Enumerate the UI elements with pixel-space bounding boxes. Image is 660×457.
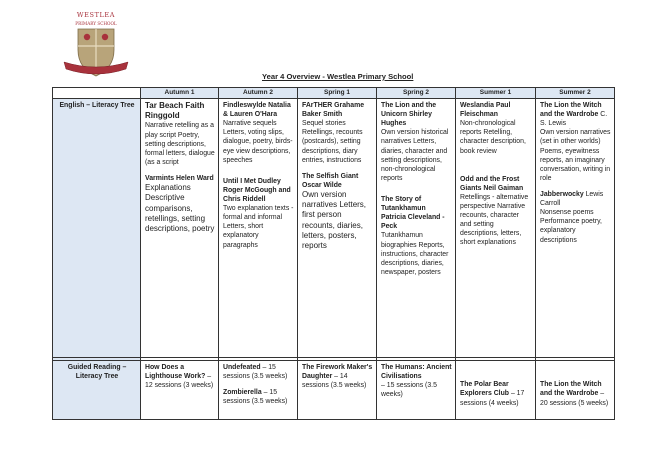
book-title: The Humans: Ancient Civilisations xyxy=(381,364,452,381)
school-logo xyxy=(56,6,136,81)
book-outcomes: Retellings - alternative perspective Narrative recounts, character and setting descriptions, letters, short explanations xyxy=(460,193,529,247)
row-label-guided-reading: Guided Reading – Literacy Tree xyxy=(53,361,141,420)
book-title: The Polar Bear Explorers Club xyxy=(460,381,510,398)
book-outcomes: Explanations Descriptive comparisons, retellings, setting descriptions, poetry xyxy=(145,183,215,234)
book-title: Weslandia Paul Fleischman xyxy=(460,102,511,119)
session-count: – 14 sessions (3.5 weeks) xyxy=(302,373,367,390)
book-outcomes: Narrative retelling as a play script Poetry, setting descriptions, formal letters, dialogue (as a script xyxy=(145,122,215,166)
book-outcomes: Nonsense poems Performance poetry, explanatory descriptions xyxy=(540,209,602,244)
book-outcomes: Narrative sequels Letters, voting slips, dialogue, poetry, birds-eye view descriptions, speeches xyxy=(223,120,293,164)
session-count: – 15 sessions (3.5 weeks) xyxy=(381,382,437,399)
book-title: How Does a Lighthouse Work? xyxy=(145,364,206,381)
session-count: – 15 sessions (3.5 weeks) xyxy=(223,389,288,406)
cell-literacy-autumn-2 xyxy=(219,99,298,358)
header-spring-2: Spring 2 xyxy=(377,88,456,99)
book-outcomes: Tutankhamun biographies Reports, instructions, character descriptions, diaries, newspaper, posters xyxy=(381,232,449,276)
page-title: Year 4 Overview - Westlea Primary School xyxy=(262,72,414,81)
header-corner xyxy=(53,88,141,99)
cell-literacy-autumn-1 xyxy=(141,99,219,358)
row-label-literacy: English – Literacy Tree xyxy=(53,99,141,358)
session-count: – 17 sessions (4 weeks) xyxy=(460,390,525,407)
book-title: Findleswylde Natalia & Lauren O'Hara xyxy=(223,102,291,119)
book-author: C. S. Lewis xyxy=(540,111,608,128)
guided-reading-row xyxy=(53,361,615,420)
logo-name: WESTLEA xyxy=(76,11,116,19)
cell-guided-spring-1 xyxy=(298,361,377,420)
cell-guided-summer-2 xyxy=(536,361,615,420)
cell-literacy-spring-1 xyxy=(298,99,377,358)
book-title: Varmints Helen Ward xyxy=(145,175,214,183)
book-heading xyxy=(540,190,611,208)
book-title: The Firework Maker's Daughter xyxy=(302,364,373,381)
book-outcomes: Non-chronological reports Retelling, character description, book review xyxy=(460,120,526,155)
book-title: The Selfish Giant Oscar Wilde xyxy=(302,172,359,189)
book-heading xyxy=(540,101,611,128)
book-title: Jabberwocky xyxy=(540,190,584,198)
literacy-row xyxy=(53,99,615,358)
cell-guided-autumn-1 xyxy=(141,361,219,420)
book-outcomes: Own version narratives (set in other worlds) Poems, eyewitness reports, an imaginary conversation, writing in role xyxy=(540,129,611,182)
header-autumn-1: Autumn 1 xyxy=(141,88,219,99)
cell-guided-spring-2 xyxy=(377,361,456,420)
cell-guided-autumn-2 xyxy=(219,361,298,420)
header-summer-2: Summer 2 xyxy=(536,88,615,99)
book-title: The Lion the Witch and the Wardrobe xyxy=(540,102,602,119)
book-title: FArTHER Grahame Baker Smith xyxy=(302,102,365,119)
header-summer-1: Summer 1 xyxy=(456,88,536,99)
header-autumn-2: Autumn 2 xyxy=(219,88,298,99)
year-overview-table xyxy=(52,87,615,420)
book-outcomes: Own version narratives Letters, first person recounts, diaries, letters, posters, reports xyxy=(302,189,367,251)
book-title: Until I Met Dudley Roger McGough and Chris Riddell xyxy=(223,177,291,203)
book-title: The Lion and the Unicorn Shirley Hughes xyxy=(381,102,437,128)
logo-subtitle: PRIMARY SCHOOL xyxy=(75,21,117,26)
session-count: – 15 sessions (3.5 weeks) xyxy=(223,364,288,381)
book-outcomes: Sequel stories Retellings, recounts (postcards), setting descriptions, diary entries, instructions xyxy=(302,120,363,164)
book-title: The Story of Tutankhamun Patricia Cleveland - Peck xyxy=(381,195,445,231)
book-outcomes: Two explanation texts - formal and informal Letters, short explanatory paragraphs xyxy=(223,205,294,249)
session-count: – 12 sessions (3 weeks) xyxy=(145,373,214,390)
session-count: – 20 sessions (5 weeks) xyxy=(540,390,609,407)
book-title: Odd and the Frost Giants Neil Gaiman xyxy=(460,175,524,192)
book-outcomes: Own version historical narratives Letters, diaries, character and setting descriptions, non-chronological reports xyxy=(381,129,449,182)
cell-literacy-summer-1 xyxy=(456,99,536,358)
book-title: Tar Beach Faith Ringgold xyxy=(145,101,205,121)
book-title: The Lion the Witch and the Wardrobe xyxy=(540,381,602,398)
header-row xyxy=(53,88,615,99)
header-spring-1: Spring 1 xyxy=(298,88,377,99)
cell-literacy-summer-2 xyxy=(536,99,615,358)
cell-literacy-spring-2 xyxy=(377,99,456,358)
book-title: Zombierella xyxy=(223,389,262,397)
book-author: Lewis Carroll xyxy=(540,190,604,208)
book-title: Undefeated xyxy=(223,364,261,371)
cell-guided-summer-1 xyxy=(456,361,536,420)
